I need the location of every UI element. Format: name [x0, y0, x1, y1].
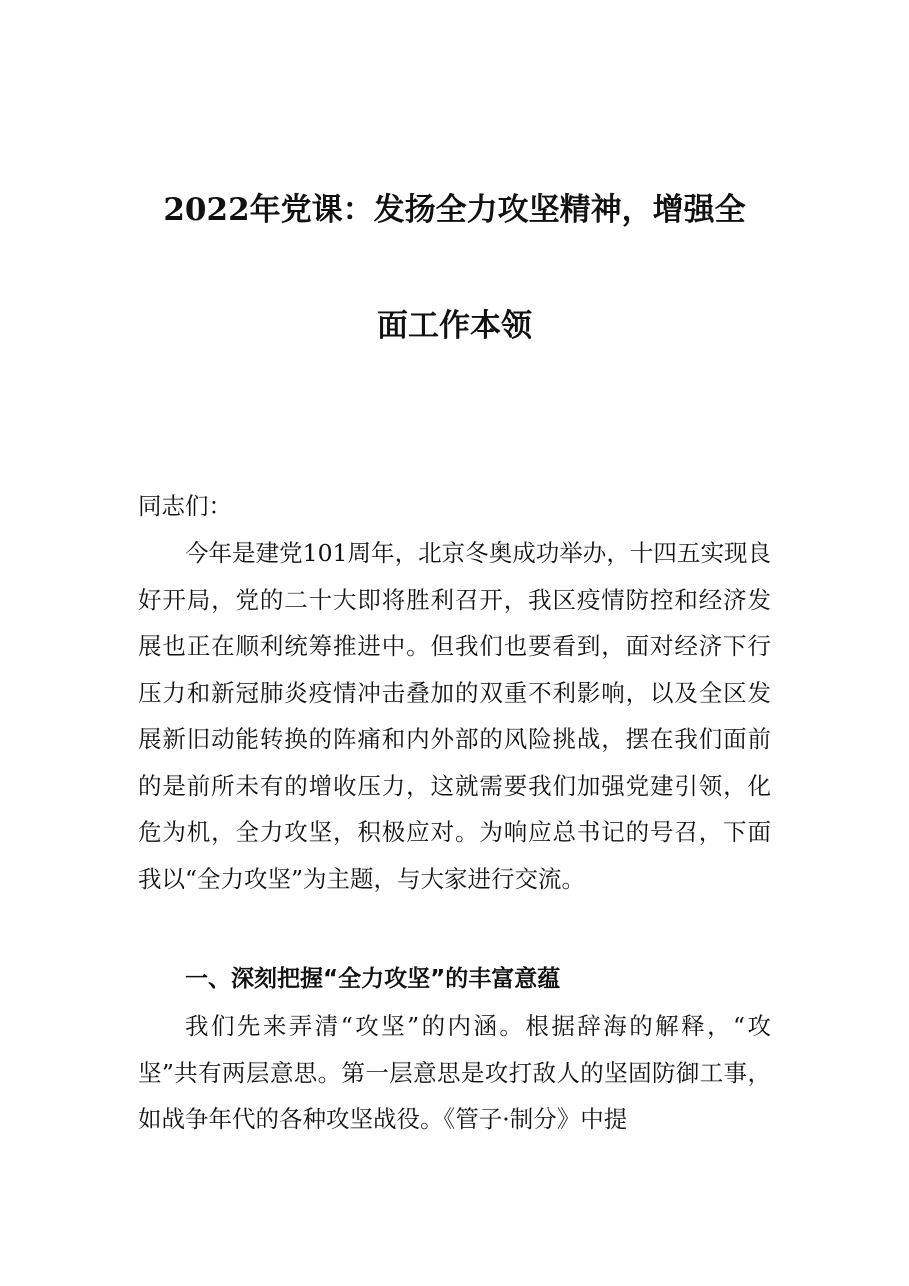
salutation: 同志们：: [138, 492, 232, 520]
document-title-line-1: 2022年党课：发扬全力攻坚精神，增强全: [163, 192, 746, 228]
document-title-line-2: 面工作本领: [377, 308, 532, 344]
section-heading-1: 一、深刻把握“全力攻坚”的丰富意蕴: [185, 966, 561, 992]
paragraph-section-1: 我们先来弄清“攻坚”的内涵。根据辞海的解释，“攻坚”共有两层意思。第一层意思是攻打敌人的坚固防御工事，如战争年代的各种攻坚战役。《管子·制分》中提: [138, 1012, 771, 1133]
paragraph-intro: 今年是建党101周年，北京冬奥成功举办，十四五实现良好开局，党的二十大即将胜利召开，我区疫情防控和经济发展也正在顺利统筹推进中。但我们也要看到，面对经济下行压力和新冠肺炎疫情冲击叠加的双重不利影响，以及全区发展新旧动能转换的阵痛和内外部的风险挑战，摆在我们面前的是前所未有的增收压力，这就需要我们加强党建引领，化危为机，全力攻坚，积极应对。为响应总书记的号召，下面我以“全力攻坚”为主题，与大家进行交流。: [138, 539, 771, 893]
